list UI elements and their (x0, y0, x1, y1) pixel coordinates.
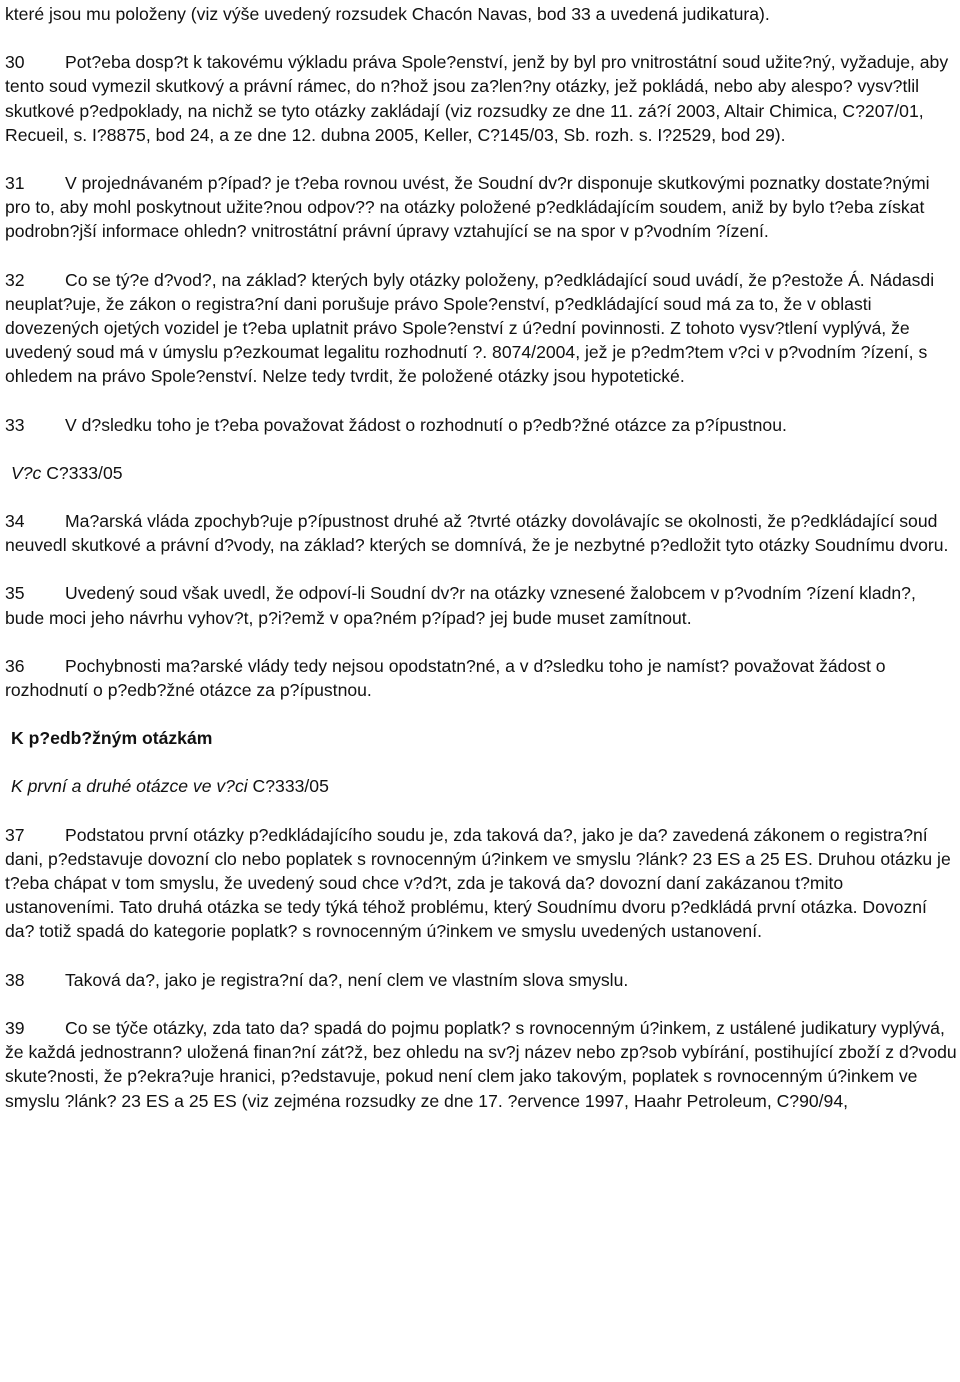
spacer (5, 389, 957, 413)
spacer (5, 750, 957, 774)
paragraph-31 (5, 171, 957, 244)
paragraph-number: 30 (5, 52, 25, 73)
paragraph-number: 36 (5, 655, 25, 676)
paragraph-39 (5, 1016, 957, 1113)
paragraph-number: 31 (5, 173, 25, 194)
paragraph-text: Ma?arská vláda zpochyb?uje p?ípustnost druhé až ?tvrté otázky dovolávajíc se okolnosti, že p?edkládající soud neuvedl skutkové a právní d?vody, na základ? kterých se domnívá, že je nezbytné p?edložit tyto otázky Soudnímu dvoru. (5, 511, 949, 556)
paragraph-30 (5, 50, 957, 147)
case-reference-number: C?333/05 (41, 462, 123, 483)
case-reference (5, 461, 957, 485)
paragraph-text: Co se týče otázky, zda tato da? spadá do pojmu poplatk? s rovnocenným ú?inkem, z ustálené judikatury vyplývá, že každá jednostrann? uložená finan?ní zát?ž, bez ohledu na sv?j název nebo zp?sob vybírání, postihující zboží z d?vodu skute?nosti, že p?ekra?uje hranici, p?edstavuje, pokud není clem jako takovým, poplatek s rovnocenným ú?inkem ve smyslu ?lánk? 23 ES a 25 ES (viz zejména rozsudky ze dne 17. ?ervence 1997, Haahr Petroleum, C?90/94, (5, 1017, 957, 1111)
paragraph-33 (5, 413, 957, 437)
paragraph-number: 32 (5, 269, 25, 290)
spacer (5, 557, 957, 581)
paragraph-text: Podstatou první otázky p?edkládajícího soudu je, zda taková da?, jako je da? zavedená zákonem o registra?ní dani, p?edstavuje dovozní clo nebo poplatek s rovnocenným ú?inkem ve smyslu ?lánk? 23 ES a 25 ES. Druhou otázku je t?eba chápat v tom smyslu, že uvedený soud chce v?d?t, zda je taková da? dovozní daní zakázanou t?mito ustanoveními. Tato druhá otázka se tedy týká téhož problému, který Soudnímu dvoru p?edkládá první otázka. Dovozní da? totiž spadá do kategorie poplatk? s rovnocenným ú?inkem ve smyslu uvedených ustanovení. (5, 824, 951, 942)
paragraph-36 (5, 654, 957, 702)
paragraph-text: Co se tý?e d?vod?, na základ? kterých byly otázky položeny, p?edkládající soud uvádí, že p?estože Á. Nádasdi neuplat?uje, že zákon o registra?ní dani porušuje právo Spole?enství, p?edkládající soud má za to, že v oblasti dovezených ojetých vozidel je t?eba uplatnit právo Spole?enství z ú?ední povinnosti. Z tohoto vysv?tlení vyplývá, že uvedený soud má v úmyslu p?ezkoumat legalitu rozhodnutí ?. 8074/2004, jež je p?edm?tem v?ci v p?vodním ?ízení, s ohledem na právo Spole?enství. Nelze tedy tvrdit, že položené otázky jsou hypotetické. (5, 269, 935, 387)
paragraph-text: Taková da?, jako je registra?ní da?, není clem ve vlastním slova smyslu. (65, 969, 629, 990)
spacer (5, 26, 957, 50)
paragraph-text: V d?sledku toho je t?eba považovat žádost o rozhodnutí o p?edb?žné otázce za p?ípustnou. (65, 414, 787, 435)
paragraph-number: 38 (5, 969, 25, 990)
section-heading: K p?edb?žným otázkám (11, 728, 213, 749)
paragraph-text: Pot?eba dosp?t k takovému výkladu práva Spole?enství, jenž by byl pro vnitrostátní soud užite?ný, vyžaduje, aby tento soud vymezil skutkový a právní rámec, do n?hož jsou za?len?ny otázky, jež pokládá, nebo aby alespo? vysv?tlil skutkové p?edpoklady, na nichž se tyto otázky zakládají (viz rozsudky ze dne 11. zá?í 2003, Altair Chimica, C?207/01, Recueil, s. I?8875, bod 24, a ze dne 12. dubna 2005, Keller, C?145/03, Sb. rozh. s. I?2529, bod 29). (5, 52, 949, 145)
spacer (5, 147, 957, 171)
paragraph-number: 34 (5, 511, 25, 532)
paragraph-38 (5, 968, 957, 992)
spacer (5, 799, 957, 823)
paragraph-35 (5, 581, 957, 629)
case-reference-number: C?333/05 (247, 776, 329, 797)
paragraph-34 (5, 509, 957, 557)
paragraph-number: 37 (5, 824, 25, 845)
paragraph-text: Uvedený soud však uvedl, že odpoví-li Soudní dv?r na otázky vznesené žalobcem v p?vodním ?ízení kladn?, bude moci jeho návrhu vyhov?t, p?i?emž v opa?ném p?ípad? jej bude muset zamítnout. (5, 583, 916, 628)
spacer (5, 630, 957, 654)
spacer (5, 244, 957, 268)
paragraph-text: V projednávaném p?ípad? je t?eba rovnou uvést, že Soudní dv?r disponuje skutkovými poznatky dostate?nými pro to, aby mohl poskytnout užite?nou odpov?? na otázky položené p?edkládajícím soudem, aniž by bylo t?eba získat podrobn?jší informace ohledn? vnitrostátní právní úpravy vztahující se na spor v p?vodním ?ízení. (5, 173, 930, 242)
spacer (5, 992, 957, 1016)
document-page (5, 2, 957, 1113)
spacer (5, 485, 957, 509)
spacer (5, 702, 957, 726)
case-reference-italic: K první a druhé otázce ve v?ci (11, 776, 248, 797)
paragraph-number: 33 (5, 414, 25, 435)
paragraph-text: Pochybnosti ma?arské vlády tedy nejsou opodstatn?né, a v d?sledku toho je namíst? považovat žádost o rozhodnutí o p?edb?žné otázce za p?ípustnou. (5, 655, 886, 701)
case-reference-italic: V?c (11, 462, 42, 483)
case-reference (5, 774, 957, 798)
paragraph-number: 39 (5, 1017, 25, 1038)
spacer (5, 944, 957, 968)
paragraph-37 (5, 823, 957, 944)
paragraph-number: 35 (5, 583, 25, 604)
opening-line: které jsou mu položeny (viz výše uvedený rozsudek Chacón Navas, bod 33 a uvedená judikatura). (5, 4, 770, 24)
paragraph-32 (5, 268, 957, 389)
spacer (5, 437, 957, 461)
